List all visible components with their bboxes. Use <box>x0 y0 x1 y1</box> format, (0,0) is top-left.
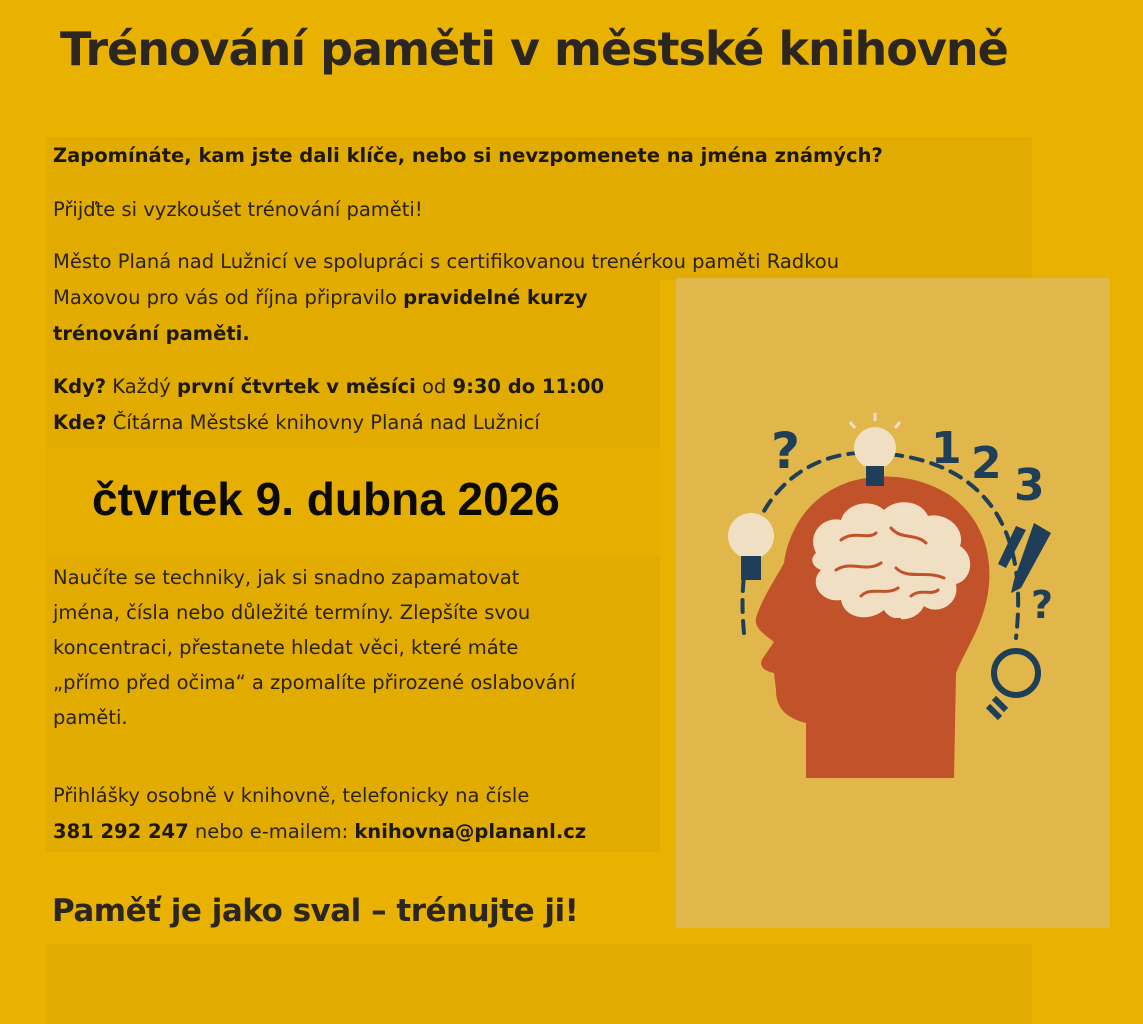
benefits-line-2: jména, čísla nebo důležité termíny. Zlepšíte svou <box>53 601 531 624</box>
benefits-line-1: Naučíte se techniky, jak si snadno zapamatovat <box>53 566 520 589</box>
number-2: 2 <box>971 438 1002 489</box>
intro-question: Zapomínáte, kam jste dali klíče, nebo si nevzpomenete na jména známých? <box>53 144 883 167</box>
description-line-2-bold: pravidelné kurzy <box>403 286 588 309</box>
description-line-2 <box>53 280 588 316</box>
invite-text: Přijďte si vyzkoušet trénování paměti! <box>53 198 423 221</box>
where-line <box>53 405 540 441</box>
benefits-line-4: „přímo před očima“ a zpomalíte přirozené oslabování <box>53 671 576 694</box>
when-time: 9:30 do 11:00 <box>452 375 605 398</box>
when-label: Kdy? <box>53 375 107 398</box>
phone-number[interactable]: 381 292 247 <box>53 820 189 843</box>
lightbulb-left-icon <box>728 513 774 580</box>
where-text: Čítárna Městské knihovny Planá nad Lužnicí <box>106 411 540 434</box>
registration-line-2 <box>53 814 586 850</box>
registration-line-1: Přihlášky osobně v knihovně, telefonicky na čísle <box>53 784 530 807</box>
lightbulb-top-icon <box>850 413 900 486</box>
number-1: 1 <box>931 423 962 474</box>
when-mid: od <box>415 375 453 398</box>
question-mark-icon: ? <box>771 422 801 480</box>
registration-mid: nebo e-mailem: <box>188 820 355 843</box>
footer-panel <box>46 944 1032 1024</box>
lightbulb-outline-icon <box>988 651 1038 718</box>
where-label: Kde? <box>53 411 107 434</box>
email-link[interactable]: knihovna@plananl.cz <box>354 820 587 843</box>
when-frequency: první čtvrtek v měsíci <box>177 375 416 398</box>
brain-head-illustration <box>676 278 1110 928</box>
benefits-line-3: koncentraci, přestanete hledat věci, které máte <box>53 636 519 659</box>
when-line <box>53 369 604 405</box>
event-date: čtvrtek 9. dubna 2026 <box>92 473 560 525</box>
page-title: Trénování paměti v městské knihovně <box>60 22 1008 76</box>
benefits-line-5: paměti. <box>53 706 128 729</box>
description-line-2-plain: Maxovou pro vás od října připravilo <box>53 286 404 309</box>
description-line-1: Město Planá nad Lužnicí ve spolupráci s certifikovanou trenérkou paměti Radkou <box>53 250 840 273</box>
description-line-3: trénování paměti. <box>53 322 250 345</box>
question-mark-small-icon: ? <box>1031 583 1054 627</box>
when-pre: Každý <box>106 375 178 398</box>
slogan: Paměť je jako sval – trénujte ji! <box>52 893 579 929</box>
number-3: 3 <box>1014 460 1045 511</box>
